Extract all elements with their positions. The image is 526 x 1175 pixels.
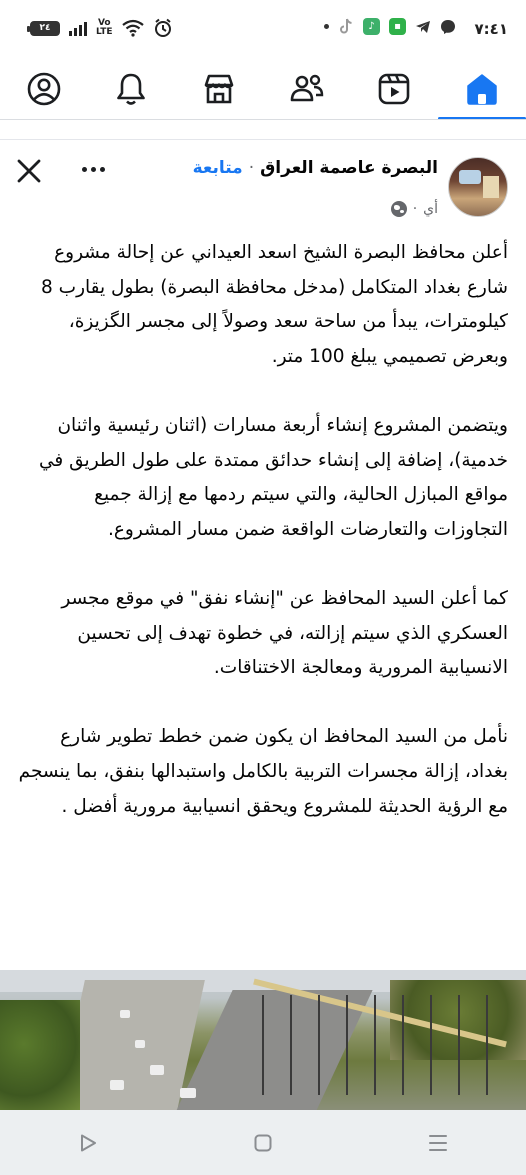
- nav-marketplace[interactable]: [189, 60, 249, 118]
- home-square-icon: [253, 1133, 273, 1153]
- separator-dot: ·: [248, 158, 255, 178]
- feed-divider: [0, 139, 526, 140]
- clock: ٧:٤١: [474, 20, 508, 38]
- nav-friends[interactable]: [277, 60, 337, 118]
- close-post-button[interactable]: [12, 154, 46, 188]
- post-photo[interactable]: [0, 970, 526, 1110]
- system-nav-bar: [0, 1110, 526, 1175]
- facebook-top-nav: [0, 60, 526, 118]
- follow-button[interactable]: متابعة: [192, 158, 243, 178]
- menu-lines-icon: [427, 1133, 449, 1153]
- back-triangle-icon: [78, 1133, 98, 1153]
- marketplace-icon: [201, 71, 237, 107]
- signal-icon: [69, 20, 87, 36]
- post-paragraph: أعلن محافظ البصرة الشيخ اسعد العيداني عن إحالة مشروع شارع بغداد المتكامل (مدخل محافظة البصرة) بطول يقارب 8 كيلومترات، يبدأ من ساحة سعد وصولاً إلى مجسر الگزيزة، وبعرض تصميمي يبلغ 100 متر.: [41, 242, 508, 367]
- volte-label: Vo LTE: [96, 18, 113, 37]
- nav-divider: [0, 119, 526, 120]
- close-icon: [16, 158, 42, 184]
- status-bar: [0, 0, 526, 60]
- post-text: [16, 236, 508, 859]
- post-paragraph: ويتضمن المشروع إنشاء أربعة مسارات (اثنان رئيسية واثنان خدمية)، إضافة إلى إنشاء حدائق ممتدة على طول الطريق في مواقع المبازل الحالية، والتي سيتم ردمها مع إزالة جميع التجاوزات والتعارضات الواقعة ضمن مسار المشروع.: [38, 414, 508, 540]
- nav-home[interactable]: [452, 60, 512, 118]
- app-notification-icon: ▪: [389, 18, 406, 35]
- telegram-icon: [415, 20, 431, 34]
- dot-icon: [91, 167, 96, 172]
- nav-video[interactable]: [364, 60, 424, 118]
- nav-profile[interactable]: [14, 60, 74, 118]
- globe-icon: [391, 201, 407, 217]
- friends-icon: [288, 71, 326, 107]
- status-left-icons: [30, 18, 173, 38]
- post-paragraph: كما أعلن السيد المحافظ عن "إنشاء نفق" في موقع مجسر العسكري الذي سيتم إزالته، في خطوة تهدف إلى تحسين الانسيابية المرورية ومعالجة الاختناقات.: [61, 587, 508, 679]
- post-time[interactable]: أي: [423, 201, 438, 217]
- tiktok-icon: [338, 18, 354, 35]
- post-meta: [391, 201, 438, 217]
- bell-icon: [114, 71, 148, 107]
- video-icon: [376, 71, 412, 107]
- meta-dot: ·: [412, 201, 418, 217]
- profile-icon: [26, 71, 62, 107]
- status-right-icons: [324, 18, 456, 35]
- app-notification-icon: ♪: [363, 18, 380, 35]
- nav-notifications[interactable]: [101, 60, 161, 118]
- system-home-button[interactable]: [233, 1118, 293, 1168]
- battery-icon: [30, 21, 60, 36]
- post-paragraph: نأمل من السيد المحافظ ان يكون ضمن خطط تطوير شارع بغداد، إزالة مجسرات التربية بالكامل واستبدالها بنفق، بما ينسجم مع الرؤية الحديثة للمشروع ويحقق انسيابية مرورية أفضل .: [18, 726, 508, 817]
- notification-dot: [324, 24, 329, 29]
- page-avatar[interactable]: [448, 157, 508, 217]
- messenger-icon: [440, 19, 456, 35]
- dot-icon: [82, 167, 87, 172]
- post-header-title: [193, 158, 438, 178]
- alarm-icon: [153, 18, 173, 38]
- system-recents-button[interactable]: [408, 1118, 468, 1168]
- dot-icon: [100, 167, 105, 172]
- more-options-button[interactable]: [76, 152, 110, 186]
- page-name-link[interactable]: البصرة عاصمة العراق: [260, 158, 438, 178]
- battery-level: ٢٤: [39, 22, 51, 33]
- home-icon: [464, 71, 500, 107]
- system-back-button[interactable]: [58, 1118, 118, 1168]
- wifi-icon: [122, 19, 144, 37]
